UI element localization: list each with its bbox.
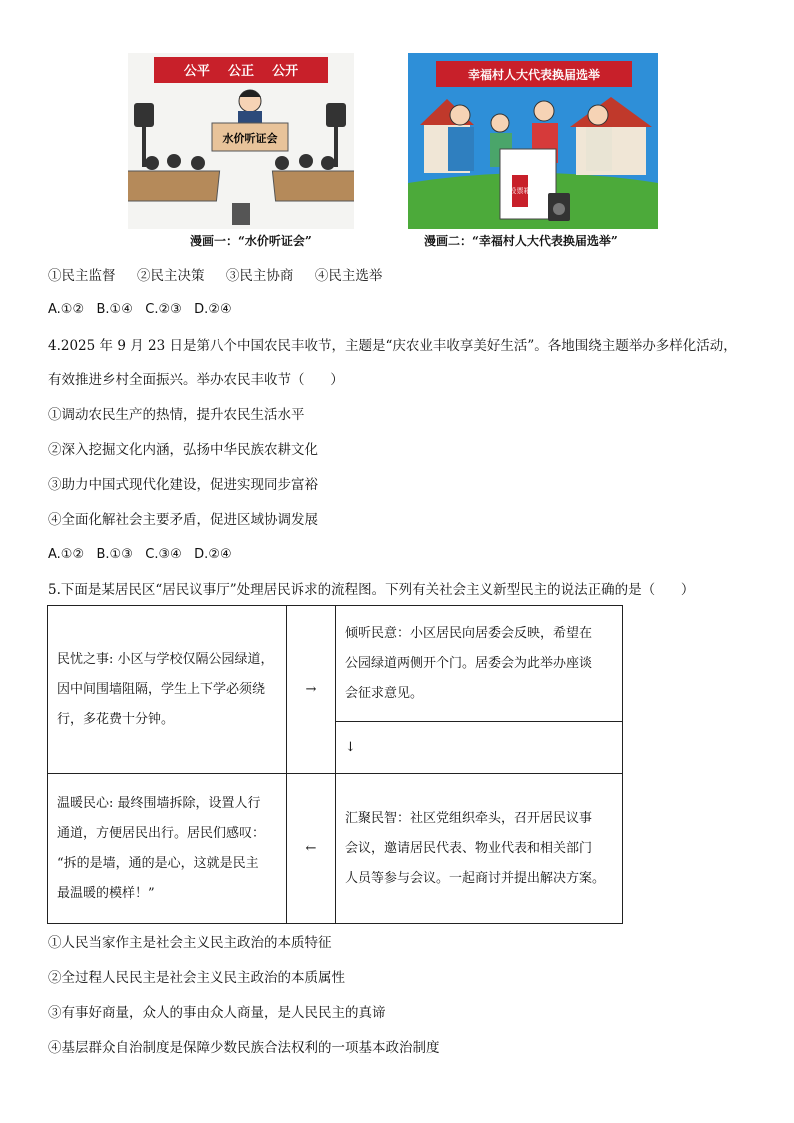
- flow-text: 民忧之事: 小区与学校仅隔公园绿道，: [57, 651, 274, 667]
- flow-cell-listen: [336, 606, 623, 722]
- cartoon2-ballot-box-label: 投票箱: [509, 187, 531, 195]
- flow-text: 最温暖的模样！”: [57, 885, 155, 901]
- flow-text: 行，多花费十分钟。: [57, 711, 175, 727]
- q5-item-2: ②全过程人民民主是社会主义民主政治的本质属性: [48, 970, 345, 986]
- q3-options: ①民主监督 ②民主决策 ③民主协商 ④民主选举: [48, 268, 383, 284]
- cartoon1-caption: 漫画一：“水价听证会”: [190, 234, 312, 248]
- q5-item-3: ③有事好商量，众人的事由众人商量，是人民民主的真谛: [48, 1005, 386, 1021]
- q5-flowchart: [47, 605, 623, 924]
- flow-text: 因中间围墙阻隔，学生上下学必须绕: [57, 681, 266, 697]
- flow-text: 会征求意见。: [345, 685, 424, 701]
- q4-item-4: ④全面化解社会主要矛盾，促进区域协调发展: [48, 512, 318, 528]
- cartoon2-banner-text: 幸福村人大代表换届选举: [467, 68, 601, 82]
- flow-text: 会议，邀请居民代表、物业代表和相关部门: [345, 840, 593, 856]
- flow-text: 人员等参与会议。一起商讨并提出解决方案。: [345, 870, 606, 886]
- flow-text: 通道，方便居民出行。居民们感叹：: [57, 825, 266, 841]
- q5-stem: 5.下面是某居民区“居民议事厅”处理居民诉求的流程图。下列有关社会主义新型民主的说法正确的是（ ）: [48, 582, 695, 598]
- arrow-left: ←: [287, 774, 336, 924]
- q4-item-3: ③助力中国式现代化建设，促进实现同步富裕: [48, 477, 318, 493]
- q4-item-1: ①调动农民生产的热情，提升农民生活水平: [48, 407, 305, 423]
- q5-item-1: ①人民当家作主是社会主义民主政治的本质特征: [48, 935, 332, 951]
- cartoon2-caption: 漫画二：“幸福村人大代表换届选举”: [424, 234, 618, 248]
- q4-stem-line2: 有效推进乡村全面振兴。举办农民丰收节（ ）: [48, 372, 344, 388]
- cartoon-village-election: [408, 53, 658, 229]
- flow-text: 汇聚民智：社区党组织牵头，召开居民议事: [345, 810, 593, 826]
- q4-item-2: ②深入挖掘文化内涵，弘扬中华民族农耕文化: [48, 442, 318, 458]
- flow-text: 公园绿道两侧开个门。居委会为此举办座谈: [345, 655, 593, 671]
- flow-cell-warm: [48, 774, 287, 924]
- arrow-right: →: [287, 606, 336, 774]
- arrow-down: ↓: [336, 722, 623, 774]
- flow-text: “拆的是墙，通的是心，这就是民主: [57, 855, 259, 871]
- cartoon1-banner-text: 公平 公正 公开: [183, 64, 299, 79]
- flow-text: 倾听民意：小区居民向居委会反映，希望在: [345, 625, 593, 641]
- cartoon-water-price-hearing: [128, 53, 354, 229]
- q5-item-4: ④基层群众自治制度是保障少数民族合法权利的一项基本政治制度: [48, 1040, 440, 1056]
- q3-answers: A.①② B.①④ C.②③ D.②④: [48, 302, 232, 317]
- flow-cell-concern: [48, 606, 287, 774]
- q4-stem-line1: 4.2025 年 9 月 23 日是第八个中国农民丰收节，主题是“庆农业丰收享美好生活”。各地围绕主题举办多样化活动，: [48, 338, 737, 354]
- q4-answers: A.①② B.①③ C.③④ D.②④: [48, 547, 232, 562]
- cartoon1-sign: 水价听证会: [222, 132, 278, 145]
- flow-cell-wisdom: [336, 774, 623, 924]
- flow-text: 温暖民心: 最终围墙拆除，设置人行: [57, 795, 261, 811]
